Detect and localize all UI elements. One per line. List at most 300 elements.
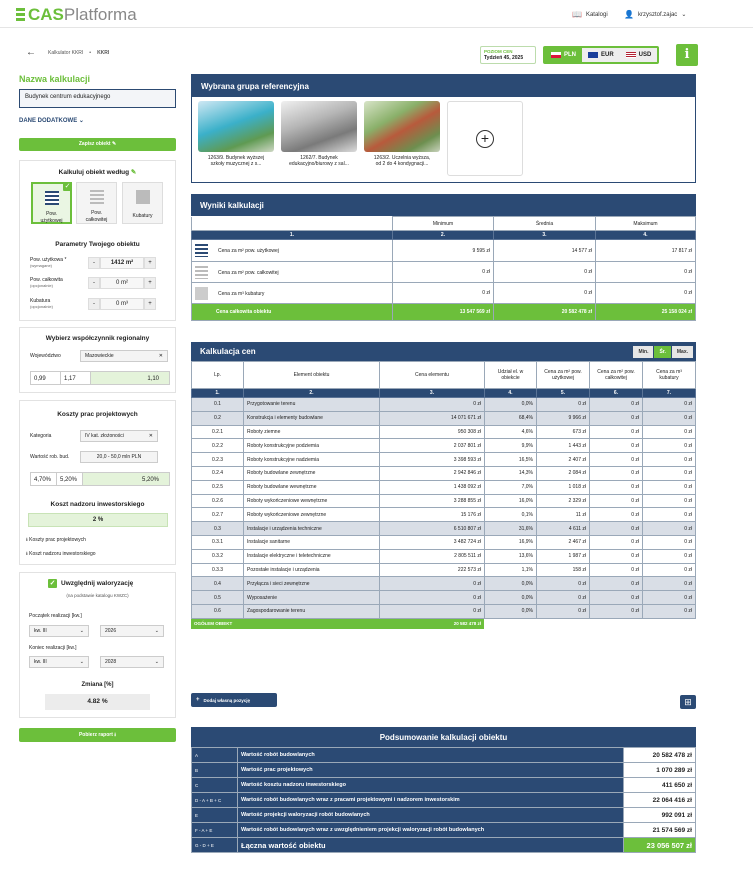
col-header: Maksimum (596, 217, 696, 231)
total-area-icon (90, 190, 104, 204)
woj-select[interactable] (80, 350, 168, 362)
calc-basis-card (19, 160, 176, 321)
results-table (191, 216, 696, 321)
start-year: 2026 (105, 628, 117, 634)
minus-button[interactable]: - (88, 298, 100, 310)
valorization-sub: (na podstawie katalogu KWZC) (66, 593, 129, 598)
price-level-label: POZIOM CEN (484, 49, 513, 54)
avg-button[interactable]: Śr. (654, 346, 670, 358)
add-own-position-button[interactable] (191, 693, 277, 707)
woj-value: Mazowieckie (85, 353, 114, 359)
start-quarter-select[interactable] (29, 625, 89, 637)
logo-cas: CAS (28, 5, 64, 24)
reference-caption: 1263/9. Budynek wyższej (207, 155, 265, 161)
chevron-down-icon: ⌄ (78, 118, 84, 124)
cell-lp: 0.3.3 (192, 563, 244, 577)
tile-label: całkowitej (85, 217, 108, 223)
save-object-button[interactable] (19, 138, 176, 151)
cell-lp: 0.2.7 (192, 508, 244, 522)
value-select[interactable]: 20,0 - 50,0 mln PLN (80, 451, 158, 463)
results-row (192, 283, 696, 304)
download-label: Koszt nadzoru inwestorskiego (29, 551, 96, 557)
cell-lp: 0.2.1 (192, 425, 244, 439)
add-reference-button[interactable] (447, 101, 523, 176)
calc-row (192, 604, 696, 618)
cell-per-total: 0 zł (590, 563, 643, 577)
cell-per-total: 0 zł (590, 439, 643, 453)
cell-element: Wyposażenie (244, 591, 380, 605)
pencil-icon: ✎ (130, 169, 137, 176)
logo[interactable] (16, 5, 137, 25)
cell-per-usable: 673 zł (537, 425, 590, 439)
region-row (30, 350, 170, 362)
close-icon[interactable]: ✕ (148, 433, 153, 439)
summary-value: 411 650 zł (624, 778, 696, 793)
col-number: 1. (192, 389, 244, 398)
summary-label: Wartość prac projektowych (238, 763, 624, 778)
tile-label: Pow. (91, 210, 102, 216)
cell-price[interactable]: 0 zł (380, 398, 485, 412)
cell-lp: 0.4 (192, 577, 244, 591)
currency-eur-label: EUR (601, 52, 614, 58)
reference-card[interactable] (198, 101, 274, 176)
summary-table (191, 747, 696, 853)
reference-caption: szkoły muzycznej z s... (210, 161, 262, 167)
cell-share: 13,6% (485, 549, 537, 563)
valorization-label: Uwzględnij waloryzację (61, 580, 134, 587)
cell-per-volume: 0 zł (643, 453, 696, 467)
row-label: Cena za m² pow. użytkowej (218, 247, 279, 254)
cell-min: 0 zł (393, 262, 494, 283)
cell-share: 68,4% (485, 411, 537, 425)
cell-lp: 0.3 (192, 522, 244, 536)
usable-area-stepper (88, 257, 156, 269)
end-year: 2028 (105, 659, 117, 665)
col-header: Udział el. w obiekcie (485, 362, 537, 389)
calc-row (192, 577, 696, 591)
cell-share: 0,1% (485, 508, 537, 522)
add-label: Dodaj własną pozycję (203, 697, 251, 703)
volume-stepper (88, 298, 156, 310)
cell-price[interactable]: 0 zł (380, 577, 485, 591)
results-row (192, 262, 696, 283)
cell-element: Przygotowanie terenu (244, 398, 380, 412)
param-row (30, 257, 170, 269)
summary-value: 21 574 569 zł (624, 823, 696, 838)
calc-row (192, 466, 696, 480)
design-costs-card (19, 400, 176, 565)
total-label: Cena całkowita obiektu (192, 304, 393, 321)
calc-basis-title: Kalkuluj obiekt według ✎ (58, 169, 137, 176)
breadcrumb-separator: • (89, 49, 92, 56)
cell-per-usable: 158 zł (537, 563, 590, 577)
results-total-row (192, 304, 696, 321)
reference-card[interactable] (364, 101, 440, 176)
reference-image (198, 101, 274, 152)
region-values (30, 371, 170, 385)
value-row (30, 451, 170, 463)
cell-lp: 0.2.3 (192, 453, 244, 467)
calc-name-label: Nazwa kalkulacji (19, 74, 91, 84)
cell-element: Instalacje elektryczne i teletechniczne (244, 549, 380, 563)
calc-row (192, 411, 696, 425)
col-number: 5. (537, 389, 590, 398)
cell-element: Instalacje sanitarne (244, 535, 380, 549)
currency-pln-button[interactable] (545, 48, 582, 62)
summary-label: Wartość kosztu nadzoru inwestorskiego (238, 778, 624, 793)
total-area-input[interactable]: 0 m² (100, 277, 144, 289)
col-header: Cena elementu (380, 362, 485, 389)
summary-code: B (192, 763, 238, 778)
design-percent-values (30, 472, 170, 486)
cell-price[interactable]: 0 zł (380, 591, 485, 605)
cell-share: 31,6% (485, 522, 537, 536)
pencil-icon: ✎ (111, 141, 117, 147)
col-number: 3. (494, 231, 596, 240)
region-avg: 1,17 (61, 372, 91, 384)
cell-element: Pozostałe instalacje i urządzenia (244, 563, 380, 577)
summary-label: Łączna wartość obiektu (238, 838, 624, 853)
usable-area-input[interactable]: 1412 m² (100, 257, 144, 269)
download-label: Koszty prac projektowych (29, 537, 86, 543)
book-icon: 📖 (572, 10, 582, 19)
cell-per-volume: 0 zł (643, 508, 696, 522)
cell-per-total: 0 zł (590, 508, 643, 522)
report-label: Pobierz raport (78, 732, 113, 738)
cell-avg: 0 zł (494, 283, 596, 304)
close-icon[interactable]: ✕ (158, 353, 163, 359)
cell-per-usable: 2 407 zł (537, 453, 590, 467)
cell-per-total: 0 zł (590, 453, 643, 467)
region-card (19, 327, 176, 393)
cell-per-total: 0 zł (590, 425, 643, 439)
chevron-down-icon: ⌄ (154, 628, 159, 634)
plus-button[interactable]: + (144, 257, 156, 269)
katalogi-link[interactable] (572, 10, 608, 19)
summary-code: A (192, 748, 238, 763)
start-year-select[interactable] (100, 625, 164, 637)
woj-label: Województwo (30, 352, 61, 359)
cell-price[interactable]: 14 071 671 zł (380, 411, 485, 425)
dane-dodatkowe-label: DANE DODATKOWE (19, 118, 78, 124)
cell-element: Roboty ziemne (244, 425, 380, 439)
cell-lp: 0.2 (192, 411, 244, 425)
tile-pow-calkowita[interactable] (76, 182, 117, 224)
plus-button[interactable]: + (144, 298, 156, 310)
end-quarter-select[interactable] (29, 656, 89, 668)
price-level-badge (480, 46, 536, 64)
params-title: Parametry Twojego obiektu (55, 241, 140, 248)
cell-per-usable: 4 611 zł (537, 522, 590, 536)
start-label: Początek realizacji [kw.] (29, 613, 82, 619)
cell-share: 0,0% (485, 604, 537, 618)
col-number: 1. (192, 231, 393, 240)
chevron-down-icon: ⌄ (154, 659, 159, 665)
summary-label: Wartość robót budowlanych (238, 748, 624, 763)
cell-lp: 0.1 (192, 398, 244, 412)
cell-per-total: 0 zł (590, 591, 643, 605)
summary-code: G - D + E (192, 838, 238, 853)
cell-price[interactable]: 222 573 zł (380, 563, 485, 577)
user-name: krzysztof.zajac (637, 11, 678, 18)
cell-max: 17 817 zł (596, 240, 696, 262)
cell-share: 16,9% (485, 535, 537, 549)
currency-usd-button[interactable] (620, 48, 658, 62)
minus-button[interactable]: - (88, 257, 100, 269)
chevron-down-icon: ⌄ (79, 659, 84, 665)
grid-icon: ⊞ (684, 697, 692, 707)
cell-per-usable: 0 zł (537, 577, 590, 591)
cell-share: 7,0% (485, 480, 537, 494)
dane-dodatkowe-toggle[interactable] (19, 117, 176, 124)
design-avg: 5,20% (57, 473, 83, 485)
cell-per-usable: 0 zł (537, 604, 590, 618)
cell-per-usable: 9 966 zł (537, 411, 590, 425)
param-label: Kubatura (opcjonalnie) (30, 298, 53, 309)
summary-label: Wartość projekcji waloryzacji robót budowlanych (238, 808, 624, 823)
cell-price[interactable]: 15 176 zł (380, 508, 485, 522)
cell-price[interactable]: 2 037 801 zł (380, 439, 485, 453)
reference-group-title: Wybrana grupa referencyjna (192, 75, 695, 97)
max-button[interactable]: Max. (672, 346, 693, 358)
param-label: Pow. użytkowa * (wymagane) (30, 257, 67, 268)
download-icon: ⭳ (26, 551, 28, 557)
calc-row (192, 425, 696, 439)
tile-label: użytkowej (40, 218, 63, 224)
cell-element: Roboty konstrukcyjne podziemia (244, 439, 380, 453)
minus-button[interactable]: - (88, 277, 100, 289)
calc-row (192, 398, 696, 412)
plus-button[interactable]: + (144, 277, 156, 289)
cell-per-volume: 0 zł (643, 425, 696, 439)
row-label: Cena za m³ kubatury (218, 290, 265, 297)
cell-share: 0,0% (485, 577, 537, 591)
param-label: Pow. całkowita (opcjonalnie) (30, 277, 63, 288)
supervision-title: Koszt nadzoru inwestorskiego (50, 501, 145, 508)
katalogi-label: Katalogi (585, 11, 608, 18)
calc-row (192, 591, 696, 605)
tile-kubatura[interactable] (122, 182, 163, 224)
calc-name-input[interactable]: Budynek centrum edukacyjnego (19, 89, 176, 108)
summary-value: 20 582 478 zł (624, 748, 696, 763)
end-quarter: kw. III (34, 659, 47, 665)
volume-input[interactable]: 0 m³ (100, 298, 144, 310)
col-header: Element obiektu (244, 362, 380, 389)
price-level-value: Tydzień 45, 2025 (484, 55, 524, 61)
summary-row (192, 748, 696, 763)
cell-per-volume: 0 zł (643, 604, 696, 618)
calc-row (192, 508, 696, 522)
calc-row (192, 535, 696, 549)
cell-share: 0,0% (485, 398, 537, 412)
cell-price[interactable]: 3 398 593 zł (380, 453, 485, 467)
end-year-select[interactable] (100, 656, 164, 668)
start-quarter: kw. III (34, 628, 47, 634)
col-number: 2. (393, 231, 494, 240)
info-button[interactable]: i (676, 44, 698, 66)
cell-per-usable: 0 zł (537, 591, 590, 605)
cell-per-usable: 2 084 zł (537, 466, 590, 480)
download-supervision-link[interactable] (26, 551, 96, 559)
reference-caption: od 2 do 4 kondygnacji... (375, 161, 429, 167)
col-header: Średnia (494, 217, 596, 231)
cell-price[interactable]: 0 zł (380, 604, 485, 618)
total-area-icon (195, 266, 208, 279)
cell-share: 16,5% (485, 453, 537, 467)
cell-lp: 0.2.4 (192, 466, 244, 480)
region-min: 0,99 (31, 372, 61, 384)
summary-label: Wartość robót budowlanych wraz z uwzględnieniem projekcji waloryzacji robót budowlanych (238, 823, 624, 838)
cell-lp: 0.3.2 (192, 549, 244, 563)
design-min: 4,70% (31, 473, 57, 485)
cell-per-usable: 1 987 zł (537, 549, 590, 563)
cell-per-volume: 0 zł (643, 494, 696, 508)
category-select[interactable] (80, 430, 158, 442)
cell-per-usable: 1 018 zł (537, 480, 590, 494)
logo-platforma: Platforma (63, 5, 137, 24)
plus-icon: + (196, 697, 200, 703)
logo-mark-icon (16, 8, 25, 22)
reference-card[interactable] (281, 101, 357, 176)
calc-row (192, 549, 696, 563)
cell-per-total: 0 zł (590, 480, 643, 494)
results-title: Wyniki kalkulacji (191, 194, 696, 216)
cell-price[interactable]: 1 438 092 zł (380, 480, 485, 494)
breadcrumb-item[interactable]: Kalkulator KKRI (48, 49, 84, 56)
cell-per-volume: 0 zł (643, 411, 696, 425)
cell-price[interactable]: 3 288 855 zł (380, 494, 485, 508)
region-selected[interactable]: 1,10 (91, 372, 169, 384)
valorization-checkbox[interactable] (48, 579, 133, 588)
cell-element: Roboty konstrukcyjne nadziemia (244, 453, 380, 467)
download-design-link[interactable] (26, 537, 86, 545)
cell-per-usable: 1 443 zł (537, 439, 590, 453)
cell-max: 0 zł (596, 283, 696, 304)
cell-per-volume: 0 zł (643, 577, 696, 591)
cell-element: Roboty budowlane wewnętrzne (244, 480, 380, 494)
breadcrumb (26, 47, 109, 58)
summary-value: 992 091 zł (624, 808, 696, 823)
cell-min: 9 595 zł (393, 240, 494, 262)
cell-lp: 0.2.5 (192, 480, 244, 494)
summary-label: Wartość robót budowlanych wraz z pracami projektowymi i nadzorem inwestorskim (238, 793, 624, 808)
tile-label: Kubatury (132, 213, 153, 219)
breadcrumb-item: KKRI (97, 49, 110, 56)
value-label: Wartość rob. bud. (30, 453, 70, 460)
cell-share: 1,1% (485, 563, 537, 577)
cube-icon (136, 190, 150, 204)
design-selected[interactable]: 5,20% (83, 473, 169, 485)
cell-per-usable: 2 329 zł (537, 494, 590, 508)
currency-pln-label: PLN (564, 52, 576, 58)
col-number: 4. (485, 389, 537, 398)
row-label: Cena za m² pow. całkowitej (218, 269, 279, 276)
cell-per-total: 0 zł (590, 577, 643, 591)
min-button[interactable]: Min. (633, 346, 653, 358)
top-bar (0, 0, 753, 28)
back-arrow-icon[interactable]: ← (26, 47, 36, 58)
usable-area-icon (45, 191, 59, 205)
total-avg: 20 582 478 zł (494, 304, 596, 321)
calc-row (192, 563, 696, 577)
cell-price[interactable]: 2 942 846 zł (380, 466, 485, 480)
calc-row (192, 480, 696, 494)
param-row (30, 277, 170, 289)
cell-element: Roboty budowlane zewnętrzne (244, 466, 380, 480)
summary-title: Podsumowanie kalkulacji obiektu (191, 727, 696, 747)
user-menu[interactable] (624, 10, 686, 19)
cell-per-volume: 0 zł (643, 398, 696, 412)
cell-per-volume: 0 zł (643, 563, 696, 577)
calc-row (192, 439, 696, 453)
col-header: Cena za m² pow. użytkowej (537, 362, 590, 389)
total-value: 20 582 478 zł (453, 621, 481, 627)
cell-per-volume: 0 zł (643, 522, 696, 536)
cell-lp: 0.3.1 (192, 535, 244, 549)
summary-value: 22 064 416 zł (624, 793, 696, 808)
total-label: OGÓŁEM OBIEKT (194, 621, 233, 627)
cell-per-usable: 2 467 zł (537, 535, 590, 549)
summary-row (192, 808, 696, 823)
param-row (30, 298, 170, 310)
change-label: Zmiana [%] (81, 682, 114, 688)
reference-caption: 1262/7. Budynek (300, 155, 338, 161)
col-header: Cena za m³ kubatury (643, 362, 696, 389)
total-area-stepper (88, 277, 156, 289)
cell-element: Konstrukcja i elementy budowlane (244, 411, 380, 425)
cell-price[interactable]: 950 308 zł (380, 425, 485, 439)
cell-per-total: 0 zł (590, 494, 643, 508)
save-label: Zapisz obiekt (78, 141, 111, 147)
cell-min: 0 zł (393, 283, 494, 304)
calc-row (192, 522, 696, 536)
download-icon: ⭳ (114, 732, 117, 738)
download-report-button[interactable] (19, 728, 176, 742)
end-label: Koniec realizacji [kw.] (29, 645, 77, 651)
cell-price[interactable]: 3 482 724 zł (380, 535, 485, 549)
user-icon: 👤 (624, 10, 634, 19)
summary-row (192, 838, 696, 853)
cell-share: 16,0% (485, 494, 537, 508)
summary-code: F - A + E (192, 823, 238, 838)
reference-image (281, 101, 357, 152)
valorization-card (19, 572, 176, 718)
cell-price[interactable]: 2 805 511 zł (380, 549, 485, 563)
total-max: 25 158 024 zł (596, 304, 696, 321)
cell-per-volume: 0 zł (643, 466, 696, 480)
tile-pow-uzytkowa[interactable] (31, 182, 72, 224)
summary-value: 1 070 289 zł (624, 763, 696, 778)
cell-per-total: 0 zł (590, 411, 643, 425)
cell-element: Przyłącza i sieci zewnętrzne (244, 577, 380, 591)
cell-element: Zagospodarowanie terenu (244, 604, 380, 618)
cell-share: 4,6% (485, 425, 537, 439)
cell-lp: 0.2.2 (192, 439, 244, 453)
supervision-value[interactable]: 2 % (28, 513, 168, 527)
plus-circle-icon: + (476, 130, 494, 148)
cell-lp: 0.2.6 (192, 494, 244, 508)
currency-eur-button[interactable] (582, 48, 620, 62)
table-view-button[interactable] (680, 695, 696, 709)
flag-pl-icon (551, 52, 561, 58)
summary-code: C (192, 778, 238, 793)
cell-per-volume: 0 zł (643, 535, 696, 549)
category-row (30, 430, 170, 442)
region-title: Wybierz współczynnik regionalny (45, 335, 150, 342)
calc-row (192, 494, 696, 508)
design-costs-title: Koszty prac projektowych (57, 411, 138, 418)
cell-price[interactable]: 6 510 807 zł (380, 522, 485, 536)
